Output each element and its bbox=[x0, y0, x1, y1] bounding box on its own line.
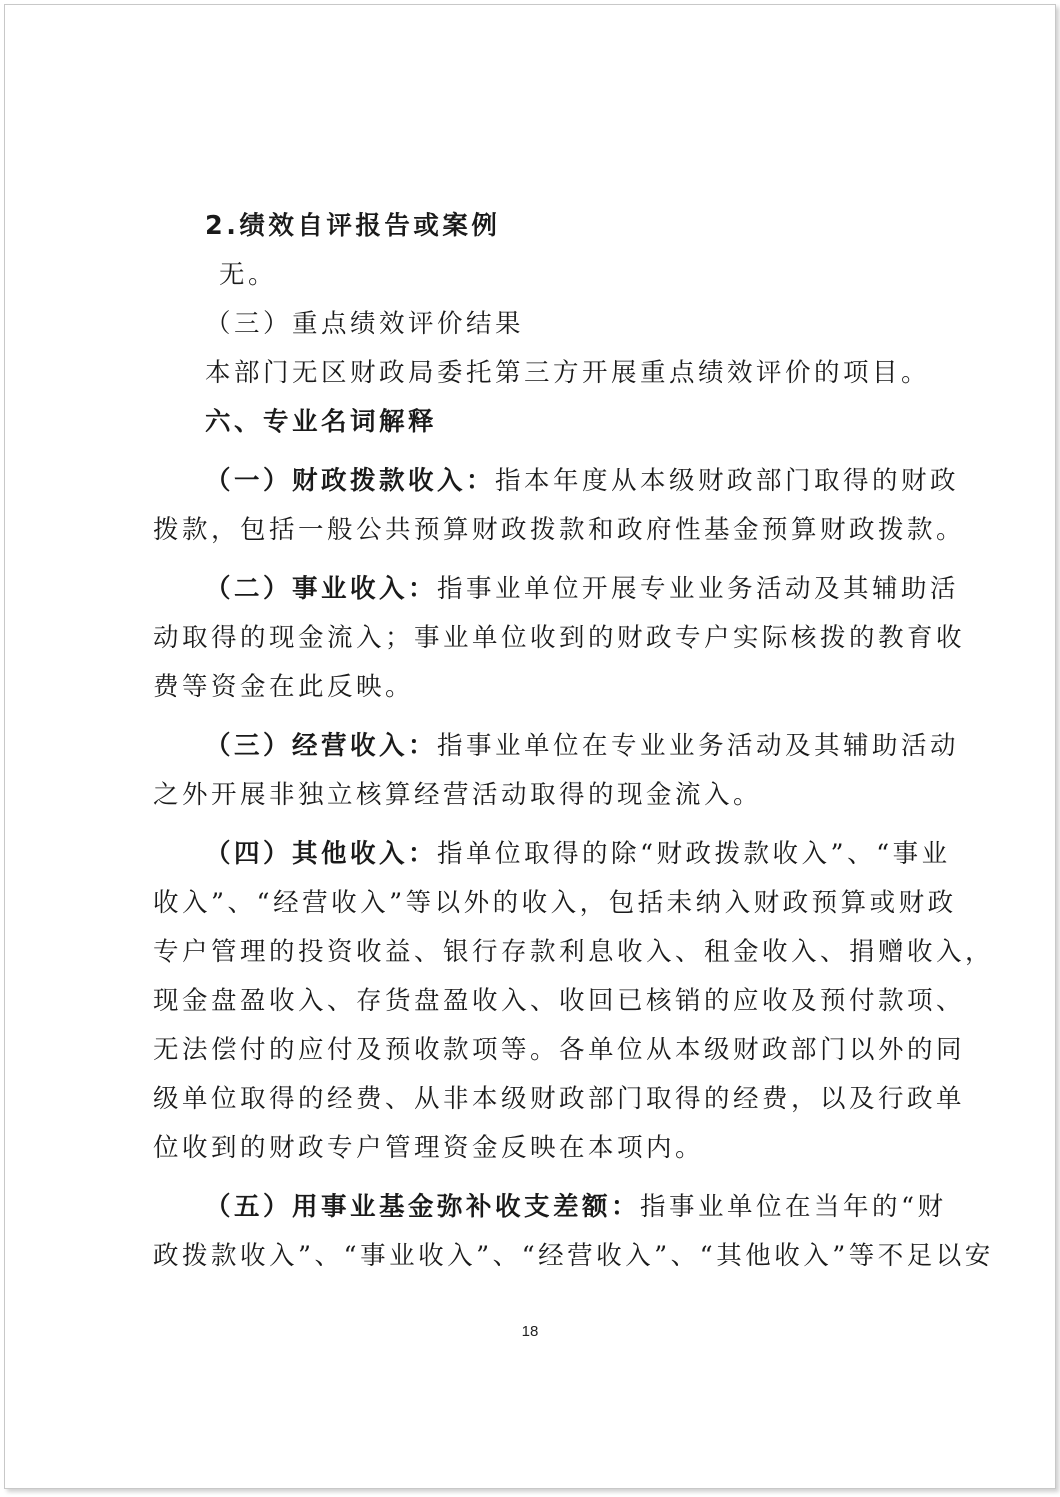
term-4-line-5: 无法偿付的应付及预收款项等。各单位从本级财政部门以外的同 bbox=[153, 1035, 966, 1065]
term-2-line-1 bbox=[205, 571, 985, 607]
term-2-text: 指事业单位开展专业业务活动及其辅助活 bbox=[437, 574, 960, 604]
term-5-text: 指事业单位在当年的“财 bbox=[640, 1192, 947, 1222]
term-4-line-4: 现金盘盈收入、存货盘盈收入、收回已核销的应收及预付款项、 bbox=[153, 986, 966, 1016]
term-5-label: （五）用事业基金弥补收支差额： bbox=[205, 1192, 641, 1222]
section-6-title: 六、专业名词解释 bbox=[205, 407, 438, 437]
none-text: 无。 bbox=[219, 260, 278, 290]
term-1-text: 指本年度从本级财政部门取得的财政 bbox=[495, 466, 960, 496]
term-4-line-7: 位收到的财政专户管理资金反映在本项内。 bbox=[153, 1133, 705, 1163]
term-5-line-1 bbox=[205, 1189, 985, 1225]
section-3-title: （三）重点绩效评价结果 bbox=[205, 309, 525, 339]
term-4-line-2: 收入”、“经营收入”等以外的收入，包括未纳入财政预算或财政 bbox=[153, 888, 957, 918]
term-3-label: （三）经营收入： bbox=[205, 731, 438, 761]
term-4-line-3: 专户管理的投资收益、银行存款利息收入、租金收入、捐赠收入， bbox=[153, 937, 995, 967]
page-number: 18 bbox=[521, 1323, 539, 1340]
term-5-line-2: 政拨款收入”、“事业收入”、“经营收入”、“其他收入”等不足以安 bbox=[153, 1241, 994, 1271]
term-2-label: （二）事业收入： bbox=[205, 574, 438, 604]
term-4-label: （四）其他收入： bbox=[205, 839, 438, 869]
term-1-line-1 bbox=[205, 463, 985, 499]
term-3-text: 指事业单位在专业业务活动及其辅助活动 bbox=[437, 731, 960, 761]
heading-2: 2.绩效自评报告或案例 bbox=[205, 211, 501, 241]
term-2-line-2: 动取得的现金流入；事业单位收到的财政专户实际核拨的教育收 bbox=[153, 623, 966, 653]
document-page bbox=[4, 4, 1056, 1489]
section-3-text: 本部门无区财政局委托第三方开展重点绩效评价的项目。 bbox=[205, 358, 931, 388]
term-1-label: （一）财政拨款收入： bbox=[205, 466, 496, 496]
term-3-line-1 bbox=[205, 728, 985, 764]
term-3-line-2: 之外开展非独立核算经营活动取得的现金流入。 bbox=[153, 780, 763, 810]
term-4-line-1 bbox=[205, 836, 985, 872]
term-2-line-3: 费等资金在此反映。 bbox=[153, 672, 415, 702]
term-4-line-6: 级单位取得的经费、从非本级财政部门取得的经费，以及行政单 bbox=[153, 1084, 966, 1114]
term-1-line-2: 拨款，包括一般公共预算财政拨款和政府性基金预算财政拨款。 bbox=[153, 515, 966, 545]
term-4-text: 指单位取得的除“财政拨款收入”、“事业 bbox=[437, 839, 951, 869]
